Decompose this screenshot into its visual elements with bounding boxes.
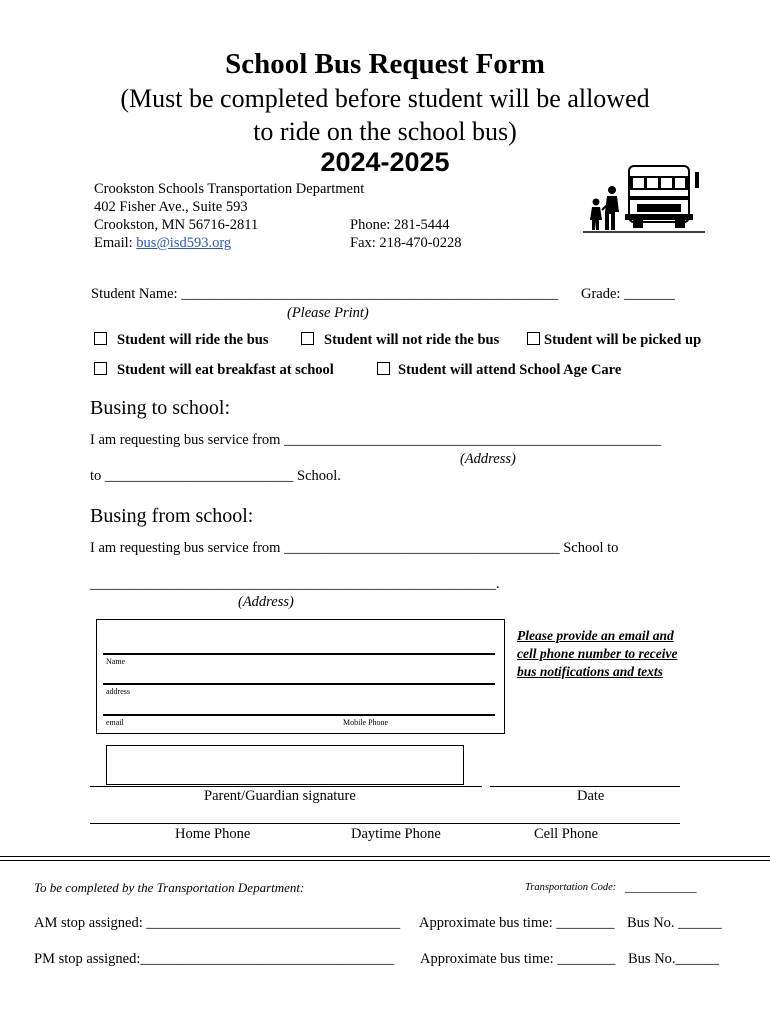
form-subtitle-line1: (Must be completed before student will be allowed <box>120 84 650 113</box>
section-divider <box>0 856 770 857</box>
email-label: email <box>106 718 124 727</box>
department-name: Crookston Schools Transportation Department <box>94 181 365 197</box>
notification-note-line2: cell phone number to receive <box>517 646 678 661</box>
form-title: School Bus Request Form <box>225 48 545 80</box>
email-phone-line[interactable] <box>103 714 495 716</box>
to-school-address-field[interactable]: I am requesting bus service from ____________________________________________________ <box>90 432 662 448</box>
cell-phone-label: Cell Phone <box>534 826 599 842</box>
option-not-ride-bus[interactable]: Student will not ride the bus <box>301 332 499 349</box>
notification-contact-box <box>96 619 505 734</box>
checkbox[interactable] <box>527 332 540 345</box>
address-label: address <box>106 687 130 696</box>
school-year: 2024-2025 <box>320 147 450 177</box>
phone-line[interactable] <box>90 823 680 824</box>
date-label: Date <box>577 788 605 804</box>
from-school-request-field[interactable]: I am requesting bus service from ______________________________________ School to <box>90 540 619 556</box>
form-subtitle-line2: to ride on the school bus) <box>253 117 517 146</box>
mobile-phone-label: Mobile Phone <box>343 718 389 727</box>
option-school-age-care[interactable]: Student will attend School Age Care <box>377 362 621 379</box>
address-hint: (Address) <box>460 451 516 467</box>
department-city: Crookston, MN 56716-2811 <box>94 217 259 233</box>
transport-dept-note: To be completed by the Transportation Department: <box>34 880 305 895</box>
transport-code-label: Transportation Code: <box>525 882 617 893</box>
checkbox[interactable] <box>94 332 107 345</box>
guardian-signature-label: Parent/Guardian signature <box>204 788 356 804</box>
address-hint: (Address) <box>238 594 294 610</box>
pm-bus-number-field[interactable]: Bus No.______ <box>628 951 720 967</box>
checkbox[interactable] <box>301 332 314 345</box>
pm-bus-time-field[interactable]: Approximate bus time: ________ <box>420 951 616 967</box>
am-stop-field[interactable]: AM stop assigned: ___________________________________ <box>34 915 401 931</box>
daytime-phone-label: Daytime Phone <box>351 826 441 842</box>
grade-field[interactable]: Grade: _______ <box>581 286 675 302</box>
am-bus-time-field[interactable]: Approximate bus time: ________ <box>419 915 615 931</box>
option-breakfast[interactable]: Student will eat breakfast at school <box>94 362 334 379</box>
option-picked-up[interactable]: Student will be picked up <box>527 332 701 349</box>
am-bus-number-field[interactable]: Bus No. ______ <box>627 915 722 931</box>
school-bus-icon <box>583 158 705 234</box>
checkbox[interactable] <box>377 362 390 375</box>
name-line[interactable] <box>103 653 495 655</box>
department-phone: Phone: 281-5444 <box>350 217 450 233</box>
from-school-address-field[interactable]: ________________________________________________________. <box>90 576 500 592</box>
department-email <box>94 235 231 252</box>
notification-note-line1: Please provide an email and <box>517 628 674 643</box>
department-street: 402 Fisher Ave., Suite 593 <box>94 199 248 215</box>
section-divider <box>0 860 770 861</box>
please-print-hint: (Please Print) <box>287 305 369 321</box>
transport-code-field[interactable]: ___________ <box>625 879 697 894</box>
signature-box[interactable] <box>106 745 464 785</box>
pm-stop-field[interactable]: PM stop assigned:___________________________________ <box>34 951 395 967</box>
email-link[interactable]: bus@isd593.org <box>136 235 232 251</box>
date-line <box>490 786 680 787</box>
busing-to-school-heading: Busing to school: <box>90 397 231 419</box>
to-school-name-field[interactable]: to __________________________ School. <box>90 468 341 484</box>
department-fax: Fax: 218-470-0228 <box>350 235 462 251</box>
name-label: Name <box>106 657 126 666</box>
address-line[interactable] <box>103 683 495 685</box>
email-label: Email: <box>94 235 137 251</box>
signature-line <box>90 786 482 787</box>
busing-from-school-heading: Busing from school: <box>90 505 254 527</box>
student-name-field[interactable]: Student Name: ____________________________________________________ <box>91 286 559 302</box>
home-phone-label: Home Phone <box>175 826 251 842</box>
notification-note-line3: bus notifications and texts <box>517 664 663 679</box>
option-ride-bus[interactable]: Student will ride the bus <box>94 332 268 349</box>
checkbox[interactable] <box>94 362 107 375</box>
